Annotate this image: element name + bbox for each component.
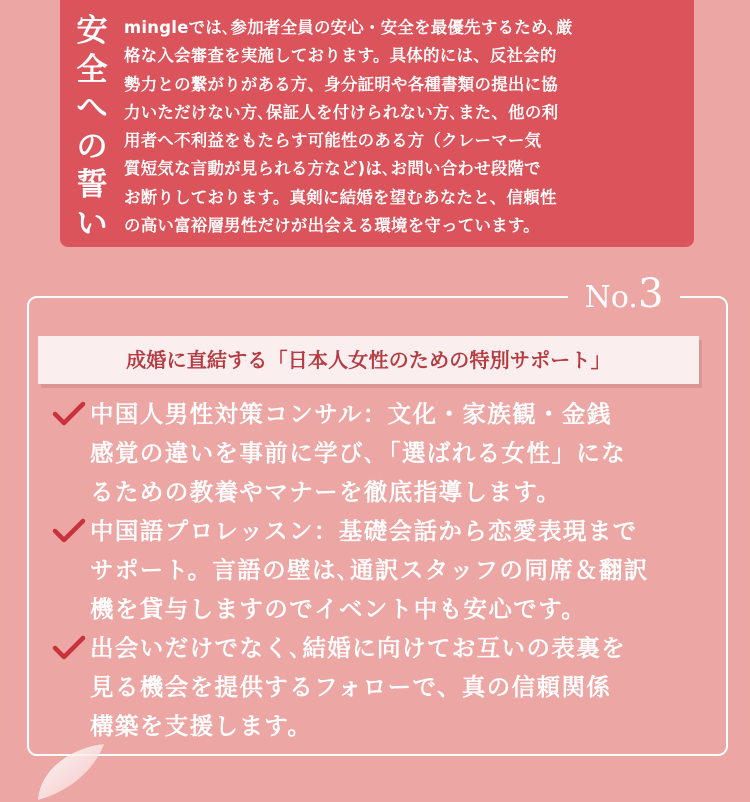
feature-text: 見る機会を提供するフォローで、真の信頼関係 [90,673,612,701]
section-number-value: 3 [637,271,664,317]
feature-text: 構築を支援します。 [90,712,313,740]
feature-text: 中国人男性対策コンサル：文化・家族観・金銭 [90,400,612,428]
feature-list [52,395,702,746]
safety-pledge-text: mingleでは､参加者全員の安心・安全を最優先するため､厳 格な入会審査を実施しております。具体的には、反社会的 勢力との繋がりがある方、身分証明や各種書類の提出に協 力いただけない方､保証人を付けられない方､また、他の利 用者へ不利益をもたらす可能性のある方（クレーマー気 質短気な言動が見られる方など)は､お問い合わせ段階で お断りしております。真剣に結婚を望むあなたと、信頼性 の高い富裕層男性だけが出会える環境を守っています。 [124,18,573,236]
feature-item [52,512,702,629]
safety-pledge-title: 安 全 へ の 誓 い [76,13,108,242]
feature-text: 機を貸与しますのでイベント中も安心です。 [90,595,587,623]
feature-item [52,629,702,746]
petal-decoration [30,740,110,802]
checkmark-icon [52,635,86,661]
checkmark-icon [52,401,86,427]
support-subtitle: 成婚に直結する「日本人女性のための特別サポート」 [38,336,699,384]
feature-item [52,395,702,512]
feature-text: サポート。言語の壁は､通訳スタッフの同席＆翻訳 [90,556,649,584]
feature-text: 出会いだけでなく､結婚に向けてお互いの表裏を [90,634,627,662]
section-number [568,268,680,320]
checkmark-icon [52,518,86,544]
feature-text: 中国語プロレッスン：基礎会話から恋愛表現まで [90,517,638,545]
section-number-prefix: No. [584,280,638,315]
feature-text: るための教養やマナーを徹底指導します。 [90,478,562,506]
feature-text: 感覚の違いを事前に学び､「選ばれる女性」にな [90,439,627,467]
safety-pledge-box [60,0,694,247]
